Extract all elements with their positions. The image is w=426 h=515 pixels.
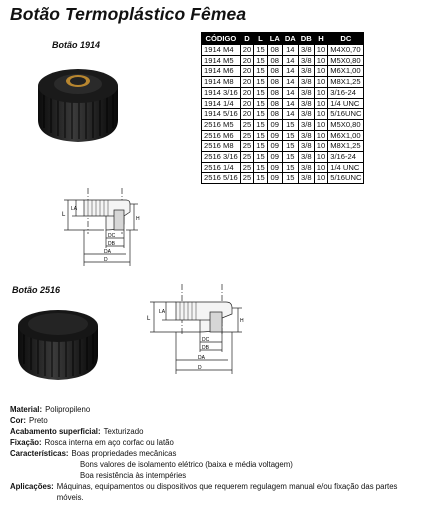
- table-cell: 25: [240, 152, 253, 163]
- table-cell: 10: [314, 77, 327, 88]
- table-cell: M6X1,00: [328, 130, 364, 141]
- table-row: [202, 152, 364, 163]
- spec-caracteristicas: [10, 448, 422, 459]
- spec-acabamento: [10, 426, 422, 437]
- table-cell: 25: [240, 141, 253, 152]
- table-cell: M8X1,25: [328, 77, 364, 88]
- page-title: Botão Termoplástico Fêmea: [10, 4, 247, 24]
- table-cell: 1914 M5: [202, 55, 241, 66]
- dim-dc: DC: [108, 233, 116, 239]
- dim-h: H: [136, 216, 140, 222]
- spec-value: Rosca interna em aço corfac ou latão: [44, 438, 174, 447]
- table-cell: 14: [282, 98, 298, 109]
- technical-drawing-2516: [140, 282, 250, 378]
- dim-d: D: [104, 257, 108, 263]
- table-cell: 15: [254, 141, 267, 152]
- table-cell: M6X1,00: [328, 66, 364, 77]
- col-header-la: LA: [267, 33, 282, 45]
- table-cell: 20: [240, 87, 253, 98]
- table-cell: 1914 5/16: [202, 109, 241, 120]
- table-cell: 3/8: [298, 87, 314, 98]
- table-cell: 3/8: [298, 98, 314, 109]
- table-cell: 15: [254, 66, 267, 77]
- table-cell: M8X1,25: [328, 141, 364, 152]
- table-cell: 08: [267, 55, 282, 66]
- table-cell: 14: [282, 87, 298, 98]
- table-cell: 3/8: [298, 162, 314, 173]
- table-cell: 3/16-24: [328, 87, 364, 98]
- spec-caracteristicas-2: Bons valores de isolamento elétrico (baixa e média voltagem): [80, 460, 293, 469]
- table-cell: 10: [314, 66, 327, 77]
- table-cell: 15: [254, 45, 267, 56]
- table-cell: 10: [314, 87, 327, 98]
- table-cell: 1914 M4: [202, 45, 241, 56]
- col-header-h: H: [314, 33, 327, 45]
- table-cell: 2516 3/16: [202, 152, 241, 163]
- table-cell: 1914 M8: [202, 77, 241, 88]
- spec-key: Material:: [10, 405, 43, 414]
- table-cell: 2516 M6: [202, 130, 241, 141]
- table-cell: 10: [314, 141, 327, 152]
- table-cell: 2516 M8: [202, 141, 241, 152]
- spec-material: [10, 404, 422, 415]
- table-cell: 20: [240, 55, 253, 66]
- table-row: [202, 173, 364, 184]
- table-cell: 3/8: [298, 119, 314, 130]
- table-cell: 10: [314, 109, 327, 120]
- table-cell: 10: [314, 119, 327, 130]
- table-row: [202, 55, 364, 66]
- spec-value: Polipropileno: [45, 405, 91, 414]
- col-header-db: DB: [298, 33, 314, 45]
- table-row: [202, 66, 364, 77]
- table-cell: 3/16-24: [328, 152, 364, 163]
- col-header-d: D: [240, 33, 253, 45]
- product-label-1914: Botão 1914: [52, 40, 101, 50]
- table-cell: 25: [240, 119, 253, 130]
- dim-da-2: DA: [198, 355, 205, 361]
- table-cell: 10: [314, 173, 327, 184]
- spec-key: Aplicações:: [10, 482, 54, 491]
- spec-caracteristicas-3: Boa resistência às intempéries: [80, 471, 187, 480]
- col-header-l: L: [254, 33, 267, 45]
- table-cell: 15: [254, 87, 267, 98]
- table-row: [202, 45, 364, 56]
- table-header-row: [202, 33, 364, 45]
- dim-h-2: H: [240, 318, 244, 324]
- table-row: [202, 130, 364, 141]
- table-row: [202, 141, 364, 152]
- product-specs: [10, 404, 422, 503]
- table-cell: 3/8: [298, 152, 314, 163]
- dim-dc-2: DC: [202, 337, 210, 343]
- dim-d-2: D: [198, 365, 202, 371]
- table-cell: 2516 5/16: [202, 173, 241, 184]
- table-cell: 09: [267, 162, 282, 173]
- col-header-codigo: CÓDIGO: [202, 33, 241, 45]
- table-cell: 15: [254, 173, 267, 184]
- table-cell: 15: [282, 152, 298, 163]
- table-cell: 1914 3/16: [202, 87, 241, 98]
- table-cell: 08: [267, 77, 282, 88]
- spec-key: Fixação:: [10, 438, 42, 447]
- table-cell: 15: [254, 130, 267, 141]
- table-cell: 15: [282, 173, 298, 184]
- specs-table: [201, 32, 364, 184]
- knob-2516-image: [12, 302, 104, 386]
- table-cell: 2516 M5: [202, 119, 241, 130]
- table-cell: 08: [267, 45, 282, 56]
- dim-l: L: [62, 212, 66, 218]
- table-cell: 09: [267, 119, 282, 130]
- table-row: [202, 87, 364, 98]
- spec-aplicacoes: [10, 481, 422, 503]
- table-cell: 14: [282, 55, 298, 66]
- table-cell: 3/8: [298, 45, 314, 56]
- spec-cor: [10, 415, 422, 426]
- table-cell: 09: [267, 173, 282, 184]
- table-cell: 15: [282, 162, 298, 173]
- table-cell: 15: [254, 152, 267, 163]
- table-cell: M5X0,80: [328, 119, 364, 130]
- knob-1914-image: [32, 58, 124, 148]
- table-row: [202, 98, 364, 109]
- table-cell: M5X0,80: [328, 55, 364, 66]
- table-cell: 10: [314, 55, 327, 66]
- table-cell: 15: [282, 130, 298, 141]
- dim-da: DA: [104, 249, 111, 255]
- spec-key: Acabamento superficial:: [10, 427, 101, 436]
- col-header-dc: DC: [328, 33, 364, 45]
- table-cell: M4X0,70: [328, 45, 364, 56]
- table-cell: 1/4 UNC: [328, 98, 364, 109]
- table-cell: 10: [314, 98, 327, 109]
- product-label-2516: Botão 2516: [12, 285, 61, 295]
- table-cell: 5/16UNC: [328, 173, 364, 184]
- table-cell: 25: [240, 130, 253, 141]
- dim-la-2: LA: [159, 309, 166, 315]
- table-cell: 15: [282, 141, 298, 152]
- table-row: [202, 119, 364, 130]
- table-cell: 2516 1/4: [202, 162, 241, 173]
- table-cell: 10: [314, 162, 327, 173]
- table-cell: 15: [254, 119, 267, 130]
- table-cell: 08: [267, 66, 282, 77]
- table-cell: 3/8: [298, 66, 314, 77]
- table-cell: 25: [240, 162, 253, 173]
- table-cell: 1/4 UNC: [328, 162, 364, 173]
- table-cell: 14: [282, 66, 298, 77]
- table-cell: 20: [240, 66, 253, 77]
- table-cell: 20: [240, 98, 253, 109]
- table-row: [202, 109, 364, 120]
- table-cell: 3/8: [298, 77, 314, 88]
- table-cell: 15: [254, 162, 267, 173]
- table-cell: 15: [254, 55, 267, 66]
- table-row: [202, 162, 364, 173]
- table-cell: 09: [267, 141, 282, 152]
- spec-value: Máquinas, equipamentos ou dispositivos que requerem regulagem manual e/ou fixação das partes móveis.: [56, 482, 398, 502]
- table-cell: 3/8: [298, 173, 314, 184]
- spec-value: Preto: [29, 416, 48, 425]
- spec-key: Características:: [10, 449, 69, 458]
- table-cell: 25: [240, 173, 253, 184]
- table-cell: 10: [314, 130, 327, 141]
- table-cell: 3/8: [298, 55, 314, 66]
- col-header-da: DA: [282, 33, 298, 45]
- dim-la: LA: [71, 206, 78, 212]
- table-cell: 15: [254, 77, 267, 88]
- table-cell: 5/16UNC: [328, 109, 364, 120]
- spec-value: Texturizado: [103, 427, 144, 436]
- dim-l-2: L: [147, 316, 151, 322]
- table-cell: 20: [240, 45, 253, 56]
- table-row: [202, 77, 364, 88]
- table-cell: 20: [240, 77, 253, 88]
- dim-db: DB: [108, 241, 115, 247]
- technical-drawing-1914: [44, 186, 154, 274]
- table-cell: 09: [267, 130, 282, 141]
- table-cell: 15: [282, 119, 298, 130]
- table-cell: 3/8: [298, 130, 314, 141]
- table-cell: 3/8: [298, 141, 314, 152]
- spec-fixacao: [10, 437, 422, 448]
- table-cell: 14: [282, 109, 298, 120]
- table-cell: 10: [314, 45, 327, 56]
- table-cell: 1914 M6: [202, 66, 241, 77]
- table-cell: 3/8: [298, 109, 314, 120]
- table-cell: 14: [282, 77, 298, 88]
- table-cell: 15: [254, 98, 267, 109]
- table-cell: 08: [267, 109, 282, 120]
- table-cell: 08: [267, 98, 282, 109]
- table-cell: 20: [240, 109, 253, 120]
- table-cell: 14: [282, 45, 298, 56]
- dim-db-2: DB: [202, 345, 209, 351]
- table-cell: 1914 1/4: [202, 98, 241, 109]
- table-cell: 09: [267, 152, 282, 163]
- table-cell: 10: [314, 152, 327, 163]
- spec-value: Boas propriedades mecânicas: [71, 449, 177, 458]
- spec-key: Cor:: [10, 416, 27, 425]
- table-cell: 08: [267, 87, 282, 98]
- table-cell: 15: [254, 109, 267, 120]
